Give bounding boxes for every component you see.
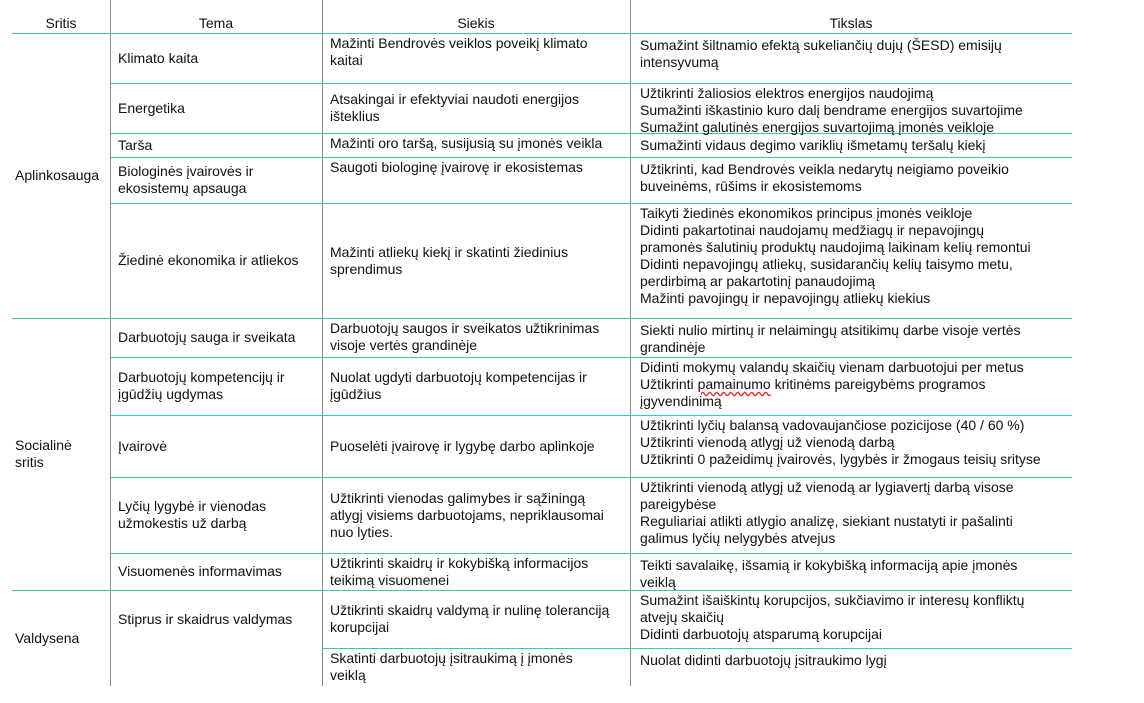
row-rule — [322, 648, 1072, 649]
tema-label: Biologinės įvairovės ir — [118, 163, 254, 179]
tikslas-label: Mažinti pavojingų ir nepavojingų atliekų kiekius — [640, 290, 931, 306]
siekis-label: sprendimus — [330, 260, 403, 277]
tikslas-label: perdirbimą ar pakartotinį panaudojimą — [640, 273, 876, 289]
tema-label: Lyčių lygybė ir vienodas — [118, 498, 267, 514]
tema-label: Darbuotojų kompetencijų ir — [118, 369, 285, 385]
tikslas-label: pareigybėse — [640, 496, 717, 512]
tikslas-label: Taikyti žiedinės ekonomikos principus įmonės veikloje — [640, 205, 973, 221]
siekis-label: korupcijai — [330, 619, 390, 635]
tikslas-label: įgyvendinimą — [640, 393, 722, 409]
tikslas-label: grandinėje — [640, 339, 706, 355]
tema-label: Klimato kaita — [118, 49, 199, 66]
row-rule — [110, 415, 1072, 416]
header-tema: Tema — [198, 15, 234, 31]
siekis-label: Saugoti biologinę įvairovę ir ekosistemas — [330, 159, 583, 175]
row-rule — [110, 477, 1072, 478]
siekis-label: veiklą — [330, 667, 366, 683]
siekis-label: Mažinti Bendrovės veiklos poveikį klimato — [330, 35, 588, 51]
siekis-label: Užtikrinti vienodas galimybes ir sąžiningą — [330, 489, 586, 506]
siekis-label: atlygį visiems darbuotojams, nepriklausomai — [330, 506, 604, 523]
row-rule — [110, 83, 1072, 84]
column-divider — [322, 0, 323, 686]
tikslas-label: Didinti mokymų valandų skaičių vienam darbuotojui per metus — [640, 359, 1024, 375]
area-label: Aplinkosauga — [15, 167, 100, 183]
siekis-label: Užtikrinti skaidrų valdymą ir nulinę toleranciją — [330, 602, 610, 618]
siekis-label: Nuolat ugdyti darbuotojų kompetencijas ir — [330, 369, 587, 385]
tikslas-label: Didinti darbuotojų atsparumą korupcijai — [640, 626, 883, 642]
tikslas-label: atvejų skaičių — [640, 609, 725, 625]
siekis-label: Darbuotojų saugos ir sveikatos užtikrinimas — [330, 320, 600, 336]
column-divider — [110, 0, 111, 686]
tema-label: Tarša — [118, 136, 153, 153]
tikslas-label: Užtikrinti lyčių balansą vadovaujančiose pozicijose (40 / 60 %) — [640, 417, 1025, 433]
header-tikslas: Tikslas — [829, 15, 873, 31]
siekis-label: nuo lyties. — [330, 523, 394, 540]
tema-label: Įvairovė — [118, 437, 168, 454]
header-rule — [12, 33, 1072, 34]
tema-label: Visuomenės informavimas — [118, 563, 282, 579]
tikslas-label: pramonės šalutinių produktų naudojimą laikinam kelių remontui — [640, 239, 1031, 255]
area-label: sritis — [15, 454, 44, 470]
tema-label: Darbuotojų sauga ir sveikata — [118, 329, 296, 345]
area-rule — [12, 318, 1072, 319]
tikslas-label: Teikti savalaikę, išsamią ir kokybišką informaciją apie įmonės — [640, 557, 1018, 573]
tikslas-label: veiklą — [640, 574, 676, 590]
column-divider — [630, 0, 631, 686]
siekis-label: Užtikrinti skaidrų ir kokybišką informacijos — [330, 555, 589, 571]
tema-label: Energetika — [118, 99, 185, 116]
tema-label: užmokestis už darbą — [118, 515, 247, 531]
siekis-label: Puoselėti įvairovę ir lygybę darbo aplinkoje — [330, 437, 595, 454]
siekis-label: Skatinti darbuotojų įsitraukimą į įmonės — [330, 650, 573, 666]
tikslas-label: Užtikrinti, kad Bendrovės veikla nedarytų neigiamo poveikio — [640, 161, 1009, 177]
tikslas-label: Sumažint galutinės energijos suvartojimą įmonės veikloje — [640, 119, 995, 135]
tikslas-label: Sumažinti iškastinio kuro dalį bendrame energijos suvartojime — [640, 102, 1023, 118]
tikslas-label: intensyvumą — [640, 54, 719, 70]
tikslas-label: Užtikrinti vienodą atlygį už vienodą darbą — [640, 434, 895, 450]
tikslas-label: Užtikrinti žaliosios elektros energijos naudojimą — [640, 85, 934, 101]
tikslas-label: Siekti nulio mirtinų ir nelaimingų atsitikimų darbe visoje vertės — [640, 322, 1021, 338]
siekis-label: teikimą visuomenei — [330, 572, 450, 588]
tema-label: Žiedinė ekonomika ir atliekos — [118, 252, 299, 268]
tikslas-label: Nuolat didinti darbuotojų įsitraukimo lygį — [640, 652, 887, 668]
row-rule — [110, 203, 1072, 204]
siekis-label: išteklius — [330, 108, 380, 124]
tikslas-label: Užtikrinti vienodą atlygį už vienodą ar lygiavertį darbą visose — [640, 479, 1014, 495]
tikslas-label: Sumažint šiltnamio efektą sukeliančių dujų (ŠESD) emisijų — [640, 37, 1002, 53]
siekis-label: kaitai — [330, 52, 363, 68]
row-rule — [110, 357, 1072, 358]
tema-label: ekosistemų apsauga — [118, 180, 247, 196]
tikslas-label: Užtikrinti pamainumo kritinėms pareigybėms programos — [640, 376, 986, 392]
area-label: Socialinė — [15, 437, 72, 453]
tikslas-label: Reguliariai atlikti atlygio analizę, siekiant nustatyti ir pašalinti — [640, 513, 1013, 529]
siekis-label: Mažinti atliekų kiekį ir skatinti žiedinius — [330, 243, 569, 260]
area-label: Valdysena — [15, 629, 80, 646]
area-rule — [12, 590, 1072, 591]
tikslas-label: galimus lyčių nelygybės atvejus — [640, 530, 836, 546]
header-siekis: Siekis — [457, 15, 495, 31]
tikslas-label: Sumažinti vidaus degimo variklių išmetamų teršalų kiekį — [640, 137, 986, 153]
siekis-label: įgūdžius — [330, 386, 382, 402]
tikslas-label: Didinti nepavojingų atliekų, susidarančių kelių taisymo metu, — [640, 256, 1013, 272]
tikslas-label: Didinti pakartotinai naudojamų medžiagų ir nepavojingų — [640, 222, 984, 238]
tikslas-label: buveinėms, rūšims ir ekosistemoms — [640, 178, 862, 194]
row-rule — [110, 157, 1072, 158]
tema-label: Stiprus ir skaidrus valdymas — [118, 610, 293, 627]
siekis-label: Atsakingai ir efektyviai naudoti energijos — [330, 91, 580, 107]
tema-label: įgūdžių ugdymas — [118, 386, 224, 402]
header-sritis: Sritis — [45, 15, 77, 31]
spellcheck-underline: pamainumo — [697, 376, 771, 392]
row-rule — [110, 553, 1072, 554]
siekis-label: visoje vertės grandinėje — [330, 337, 478, 353]
tikslas-label: Sumažint išaiškintų korupcijos, sukčiavimo ir interesų konfliktų — [640, 592, 1025, 608]
siekis-label: Mažinti oro taršą, susijusią su įmonės veikla — [330, 135, 603, 151]
tikslas-label: Užtikrinti 0 pažeidimų įvairovės, lygybės ir žmogaus teisių srityse — [640, 451, 1041, 467]
